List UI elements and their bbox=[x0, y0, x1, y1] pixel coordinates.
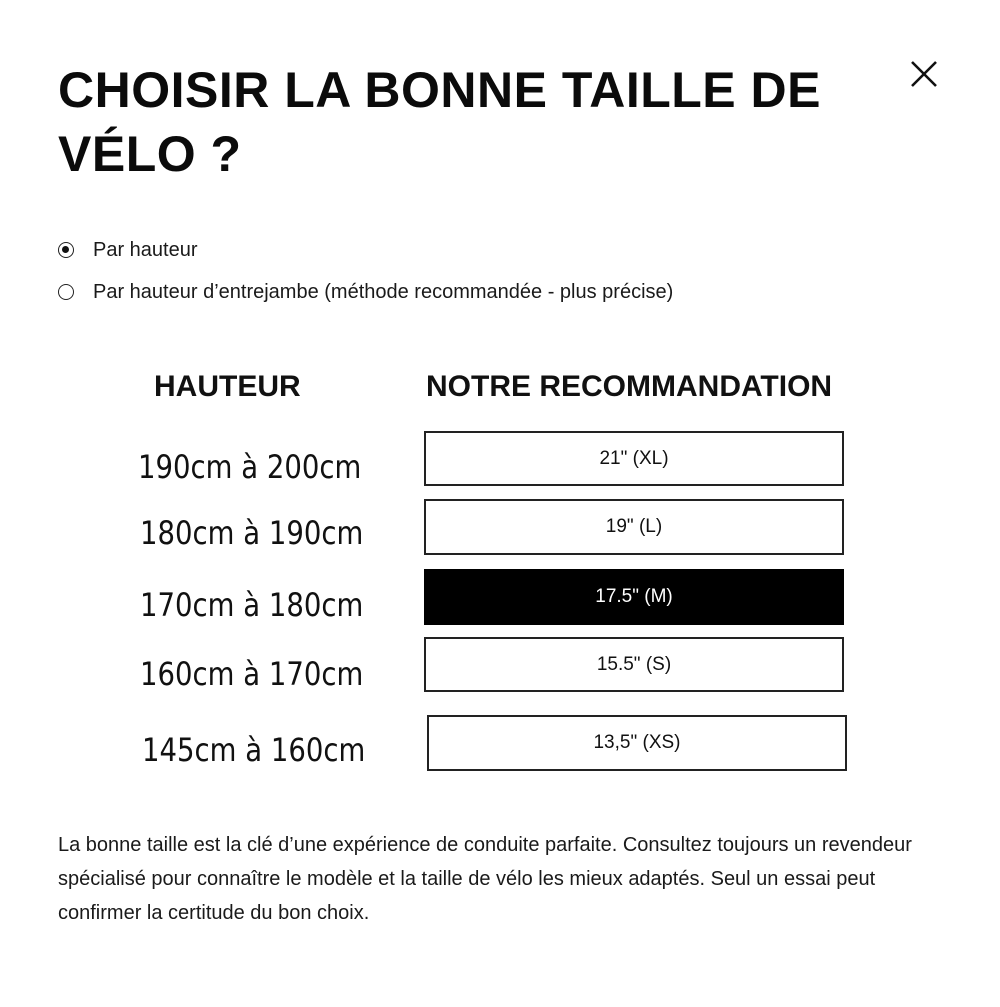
size-option-xl[interactable]: 21" (XL) bbox=[424, 431, 844, 486]
size-option-xs[interactable]: 13,5" (XS) bbox=[427, 715, 847, 771]
option-par-hauteur-label: Par hauteur bbox=[93, 238, 198, 261]
size-option-l[interactable]: 19" (L) bbox=[424, 499, 844, 555]
radio-par-entrejambe[interactable] bbox=[58, 284, 74, 300]
dialog-title: CHOISIR LA BONNE TAILLE DE VÉLO ? bbox=[58, 62, 821, 182]
radio-par-hauteur[interactable] bbox=[58, 242, 74, 258]
method-radio-group bbox=[58, 236, 673, 320]
height-label-m: 170cm à 180cm bbox=[140, 586, 364, 624]
column-header-recommendation: NOTRE RECOMMANDATION bbox=[426, 370, 833, 403]
option-par-entrejambe-label: Par hauteur d’entrejambe (méthode recommandée - plus précise) bbox=[93, 280, 674, 303]
close-icon bbox=[904, 54, 944, 94]
column-header-height: HAUTEUR bbox=[154, 370, 301, 403]
option-par-entrejambe[interactable] bbox=[58, 278, 673, 306]
option-par-hauteur[interactable] bbox=[58, 236, 673, 264]
height-label-xs: 145cm à 160cm bbox=[142, 731, 366, 769]
advice-text: La bonne taille est la clé d’une expérience de conduite parfaite. Consultez toujours un revendeur spécialisé pour connaître le modèle et la taille de vélo les mieux adaptés. Seul un essai peut confirmer la certitude du bon choix. bbox=[58, 834, 912, 924]
size-option-s[interactable]: 15.5" (S) bbox=[424, 637, 844, 692]
size-option-m[interactable]: 17.5" (M) bbox=[424, 569, 844, 625]
close-button[interactable] bbox=[904, 54, 944, 94]
height-label-s: 160cm à 170cm bbox=[140, 655, 364, 693]
height-label-l: 180cm à 190cm bbox=[140, 514, 364, 552]
height-label-xl: 190cm à 200cm bbox=[138, 448, 362, 486]
